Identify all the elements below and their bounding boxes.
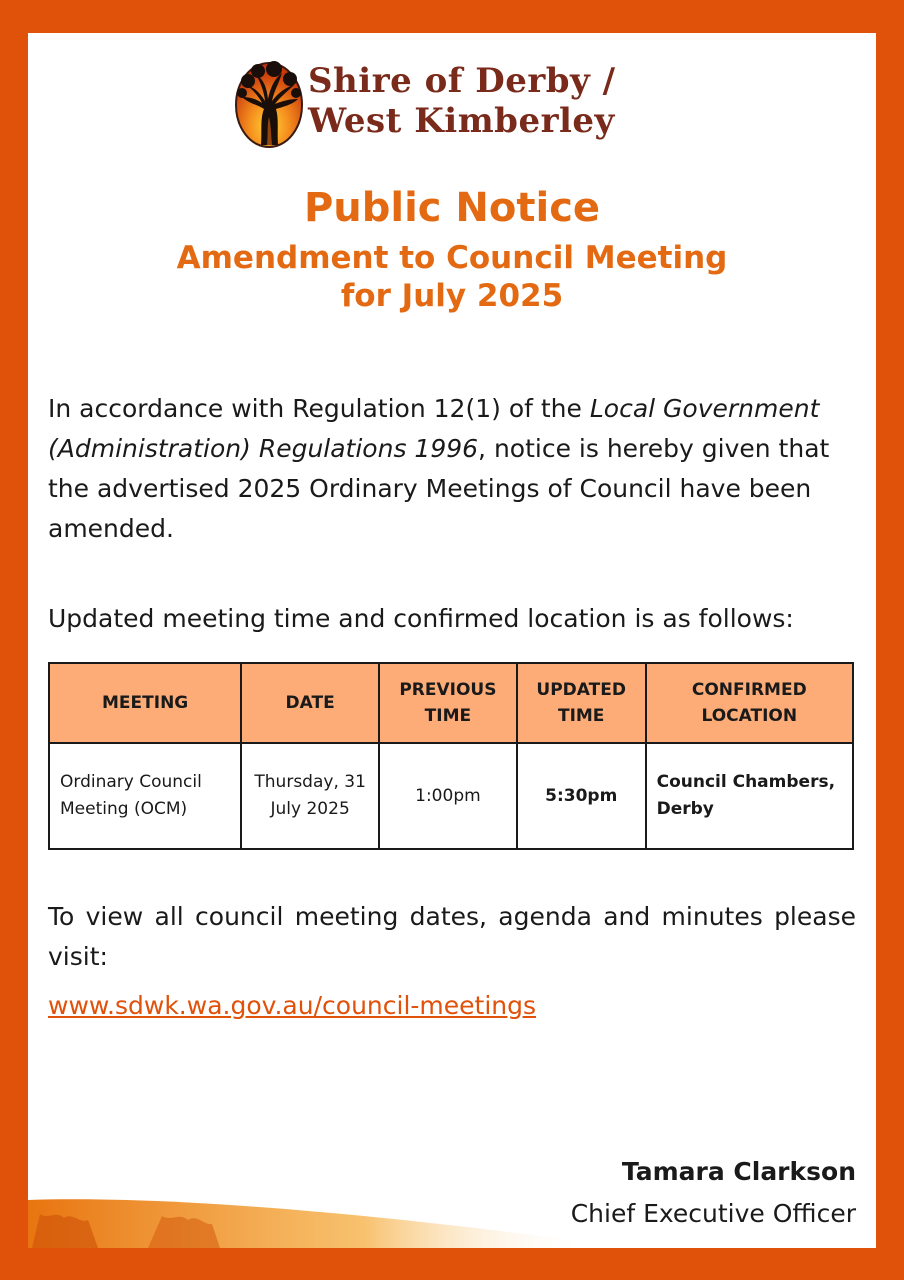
page-subtitle <box>28 239 876 315</box>
cell-updated-time: 5:30pm <box>517 743 646 849</box>
page-title: Public Notice <box>303 185 601 231</box>
shire-logo <box>234 61 634 151</box>
intro-paragraph <box>48 389 856 549</box>
table-row <box>49 743 853 849</box>
signatory-name: Tamara Clarkson <box>621 1157 856 1186</box>
header-previous-time: PREVIOUS TIME <box>379 663 517 743</box>
signatory-title: Chief Executive Officer <box>570 1199 856 1228</box>
subtitle-line2: for July 2025 <box>340 278 564 314</box>
footer-artwork <box>28 1190 588 1248</box>
meeting-table <box>48 662 854 850</box>
cell-meeting: Ordinary Council Meeting (OCM) <box>49 743 241 849</box>
updated-intro: Updated meeting time and confirmed location is as follows: <box>48 604 794 633</box>
intro-part2: , notice is hereby given that the advertised 2025 Ordinary Meetings of Council have been amended. <box>48 434 830 543</box>
boab-tree-sunset-icon <box>234 61 304 149</box>
regulation-title: Local Government (Administration) Regulations 1996 <box>48 394 820 463</box>
header-confirmed-location: CONFIRMED LOCATION <box>646 663 853 743</box>
cell-previous-time: 1:00pm <box>379 743 517 849</box>
header-date: DATE <box>241 663 379 743</box>
org-name-line1: Shire of Derby / <box>308 61 616 101</box>
org-name <box>308 61 616 141</box>
visit-paragraph: To view all council meeting dates, agenda and minutes please visit: <box>48 902 856 971</box>
cell-location: Council Chambers, Derby <box>646 743 853 849</box>
table-header-row <box>49 663 853 743</box>
council-meetings-link[interactable]: www.sdwk.wa.gov.au/council-meetings <box>48 991 537 1020</box>
header-updated-time: UPDATED TIME <box>517 663 646 743</box>
cell-date: Thursday, 31 July 2025 <box>241 743 379 849</box>
subtitle-line1: Amendment to Council Meeting <box>176 240 728 276</box>
org-name-line2: West Kimberley <box>308 101 615 141</box>
intro-part1: In accordance with Regulation 12(1) of the <box>48 394 590 423</box>
header-meeting: MEETING <box>49 663 241 743</box>
